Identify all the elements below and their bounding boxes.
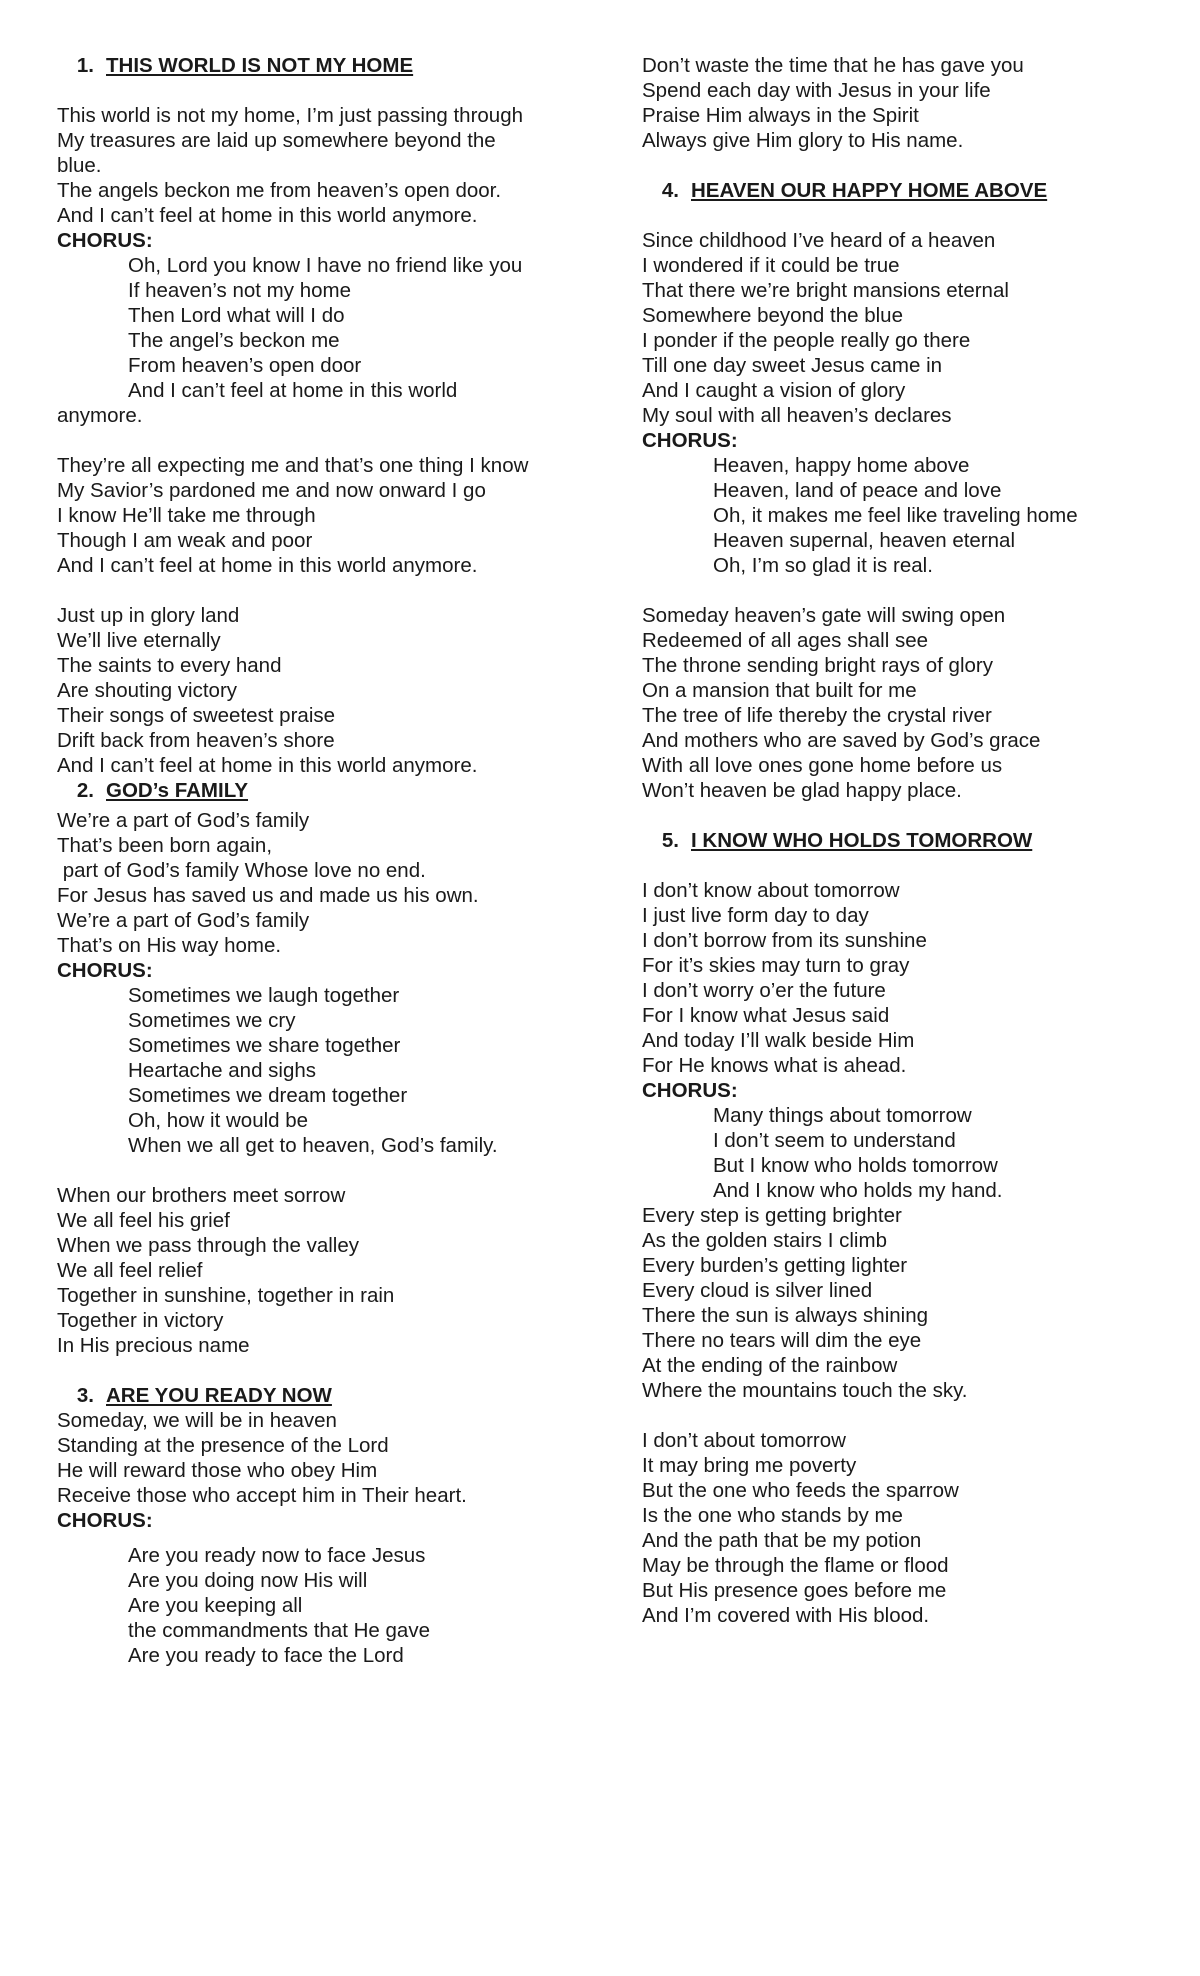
lyric-line: part of God’s family Whose love no end. (57, 859, 426, 882)
verse (57, 1183, 617, 1358)
chorus (642, 453, 1187, 578)
lyric-line: Are you ready to face the Lord (128, 1644, 404, 1667)
lyric-line: This world is not my home, I’m just passing through (57, 104, 523, 127)
lyric-line: But His presence goes before me (642, 1579, 947, 1602)
lyric-line: From heaven’s open door (128, 354, 362, 377)
lyric-line: And the path that be my potion (642, 1529, 922, 1552)
song-title: HEAVEN OUR HAPPY HOME ABOVE (691, 179, 1048, 202)
verse (642, 878, 1187, 1078)
lyric-line: We’re a part of God’s family (57, 809, 310, 832)
lyric-line: Won’t heaven be glad happy place. (642, 779, 962, 802)
lyric-line: Their songs of sweetest praise (57, 704, 336, 727)
lyric-line: Many things about tomorrow (713, 1104, 972, 1127)
lyric-line: Are shouting victory (57, 679, 238, 702)
lyric-line: He will reward those who obey Him (57, 1459, 378, 1482)
song-heading (642, 828, 1187, 853)
lyric-line: With all love ones gone home before us (642, 754, 1003, 777)
lyric-line: Sometimes we dream together (128, 1084, 408, 1107)
lyric-line: Oh, how it would be (128, 1109, 309, 1132)
lyric-line: Heaven, happy home above (713, 454, 970, 477)
song-title: GOD’s FAMILY (106, 779, 249, 802)
lyric-line: Since childhood I’ve heard of a heaven (642, 229, 996, 252)
verse (57, 103, 617, 228)
lyric-line: Every burden’s getting lighter (642, 1254, 908, 1277)
lyric-line: Till one day sweet Jesus came in (642, 354, 943, 377)
lyric-line: When our brothers meet sorrow (57, 1184, 346, 1207)
song-heading (57, 1383, 617, 1408)
lyric-line: For Jesus has saved us and made us his own. (57, 884, 479, 907)
lyric-line: My Savior’s pardoned me and now onward I go (57, 479, 486, 502)
lyric-line: And I’m covered with His blood. (642, 1604, 930, 1627)
lyric-line: Oh, I’m so glad it is real. (713, 554, 933, 577)
lyric-line: Together in sunshine, together in rain (57, 1284, 395, 1307)
lyric-line: Are you doing now His will (128, 1569, 368, 1592)
chorus-label: CHORUS: (57, 229, 153, 252)
lyric-line: We all feel relief (57, 1259, 203, 1282)
lyric-line: My soul with all heaven’s declares (642, 404, 952, 427)
lyric-line: Always give Him glory to His name. (642, 129, 964, 152)
chorus-label: CHORUS: (57, 1509, 153, 1532)
chorus (57, 1543, 617, 1668)
lyric-line: But I know who holds tomorrow (713, 1154, 998, 1177)
lyric-line: The throne sending bright rays of glory (642, 654, 993, 677)
lyric-line: Just up in glory land (57, 604, 240, 627)
lyric-line: Together in victory (57, 1309, 224, 1332)
lyric-line: For He knows what is ahead. (642, 1054, 907, 1077)
lyric-line: Sometimes we share together (128, 1034, 401, 1057)
song-heading (57, 778, 617, 803)
verse (642, 228, 1187, 428)
lyric-line: At the ending of the rainbow (642, 1354, 898, 1377)
lyric-line: And I know who holds my hand. (713, 1179, 1003, 1202)
lyric-line: The angels beckon me from heaven’s open door. (57, 179, 502, 202)
lyric-line: When we pass through the valley (57, 1234, 359, 1257)
song-title: THIS WORLD IS NOT MY HOME (106, 54, 414, 77)
chorus (642, 1103, 1187, 1203)
lyric-line: Every cloud is silver lined (642, 1279, 873, 1302)
lyric-line: If heaven’s not my home (128, 279, 351, 302)
chorus-label: CHORUS: (642, 1079, 738, 1102)
lyric-line: anymore. (57, 404, 143, 427)
lyric-line: Heaven supernal, heaven eternal (713, 529, 1016, 552)
lyric-line: Someday heaven’s gate will swing open (642, 604, 1006, 627)
chorus-label: CHORUS: (642, 429, 738, 452)
lyric-line: I don’t worry o’er the future (642, 979, 886, 1002)
lyric-line: My treasures are laid up somewhere beyond the (57, 129, 496, 152)
lyric-line: I don’t about tomorrow (642, 1429, 846, 1452)
lyric-line: In His precious name (57, 1334, 250, 1357)
lyric-line: Where the mountains touch the sky. (642, 1379, 968, 1402)
lyric-line: Don’t waste the time that he has gave you (642, 54, 1024, 77)
lyric-line: And today I’ll walk beside Him (642, 1029, 915, 1052)
lyric-line: The angel’s beckon me (128, 329, 340, 352)
lyric-line: Drift back from heaven’s shore (57, 729, 335, 752)
song-number: 2. (76, 779, 94, 802)
lyric-line: I know He’ll take me through (57, 504, 316, 527)
lyric-line: As the golden stairs I climb (642, 1229, 887, 1252)
lyric-line: That’s been born again, (57, 834, 273, 857)
lyric-line: When we all get to heaven, God’s family. (128, 1134, 498, 1157)
right-column (642, 53, 1187, 1628)
song-heading (57, 53, 617, 78)
lyric-line: There no tears will dim the eye (642, 1329, 922, 1352)
lyric-line: Receive those who accept him in Their heart. (57, 1484, 467, 1507)
lyric-line: And I can’t feel at home in this world anymore. (57, 754, 478, 777)
lyric-line: Every step is getting brighter (642, 1204, 902, 1227)
lyric-line: The saints to every hand (57, 654, 282, 677)
lyric-line: Is the one who stands by me (642, 1504, 903, 1527)
song-number: 3. (76, 1384, 94, 1407)
lyric-line: Someday, we will be in heaven (57, 1409, 337, 1432)
lyric-line: I don’t know about tomorrow (642, 879, 900, 902)
lyric-line: And I can’t feel at home in this world anymore. (57, 554, 478, 577)
lyric-line: I don’t borrow from its sunshine (642, 929, 927, 952)
lyric-line: Sometimes we cry (128, 1009, 296, 1032)
lyric-line: Heaven, land of peace and love (713, 479, 1002, 502)
lyric-line: Redeemed of all ages shall see (642, 629, 929, 652)
lyric-line: They’re all expecting me and that’s one thing I know (57, 454, 529, 477)
lyric-line: Then Lord what will I do (128, 304, 345, 327)
lyric-line: blue. (57, 154, 102, 177)
lyric-line: Somewhere beyond the blue (642, 304, 903, 327)
lyric-line: The tree of life thereby the crystal river (642, 704, 992, 727)
lyric-line: Oh, it makes me feel like traveling home (713, 504, 1078, 527)
lyric-line: Praise Him always in the Spirit (642, 104, 919, 127)
lyric-line: Spend each day with Jesus in your life (642, 79, 991, 102)
song-number: 1. (76, 54, 94, 77)
lyric-line: And I can’t feel at home in this world anymore. (57, 204, 478, 227)
lyric-line: For it’s skies may turn to gray (642, 954, 910, 977)
song-number: 4. (661, 179, 679, 202)
lyric-line: May be through the flame or flood (642, 1554, 949, 1577)
verse (57, 603, 617, 778)
song-heading (642, 178, 1187, 203)
lyric-line: We’ll live eternally (57, 629, 221, 652)
verse (642, 1428, 1187, 1628)
verse (642, 1203, 1187, 1403)
lyric-line: It may bring me poverty (642, 1454, 857, 1477)
song-title: I KNOW WHO HOLDS TOMORROW (691, 829, 1033, 852)
lyric-line: I wondered if it could be true (642, 254, 900, 277)
lyric-line: Are you ready now to face Jesus (128, 1544, 426, 1567)
lyric-line: the commandments that He gave (128, 1619, 430, 1642)
lyric-line: Oh, Lord you know I have no friend like you (128, 254, 523, 277)
lyric-line: Heartache and sighs (128, 1059, 317, 1082)
verse (642, 603, 1187, 803)
verse (57, 1408, 617, 1508)
lyric-line: Though I am weak and poor (57, 529, 313, 552)
lyric-line: I just live form day to day (642, 904, 869, 927)
lyric-line: We all feel his grief (57, 1209, 230, 1232)
lyric-line: Sometimes we laugh together (128, 984, 400, 1007)
lyric-line: And mothers who are saved by God’s grace (642, 729, 1041, 752)
lyric-line: And I caught a vision of glory (642, 379, 906, 402)
lyric-line: I ponder if the people really go there (642, 329, 971, 352)
lyric-line: That there we’re bright mansions eternal (642, 279, 1009, 302)
left-column (57, 53, 617, 1668)
lyric-line: That’s on His way home. (57, 934, 282, 957)
lyric-line: I don’t seem to understand (713, 1129, 956, 1152)
song-title: ARE YOU READY NOW (106, 1384, 332, 1407)
verse (642, 53, 1187, 153)
lyric-line: We’re a part of God’s family (57, 909, 310, 932)
chorus (57, 253, 617, 403)
lyric-line: Are you keeping all (128, 1594, 303, 1617)
lyric-line: Standing at the presence of the Lord (57, 1434, 389, 1457)
lyric-line: And I can’t feel at home in this world (128, 379, 458, 402)
lyric-line: On a mansion that built for me (642, 679, 917, 702)
lyric-line: For I know what Jesus said (642, 1004, 890, 1027)
chorus (57, 983, 617, 1158)
lyric-line: But the one who feeds the sparrow (642, 1479, 959, 1502)
chorus-label: CHORUS: (57, 959, 153, 982)
song-number: 5. (661, 829, 679, 852)
verse (57, 453, 617, 578)
lyric-line: There the sun is always shining (642, 1304, 929, 1327)
verse (57, 808, 617, 958)
